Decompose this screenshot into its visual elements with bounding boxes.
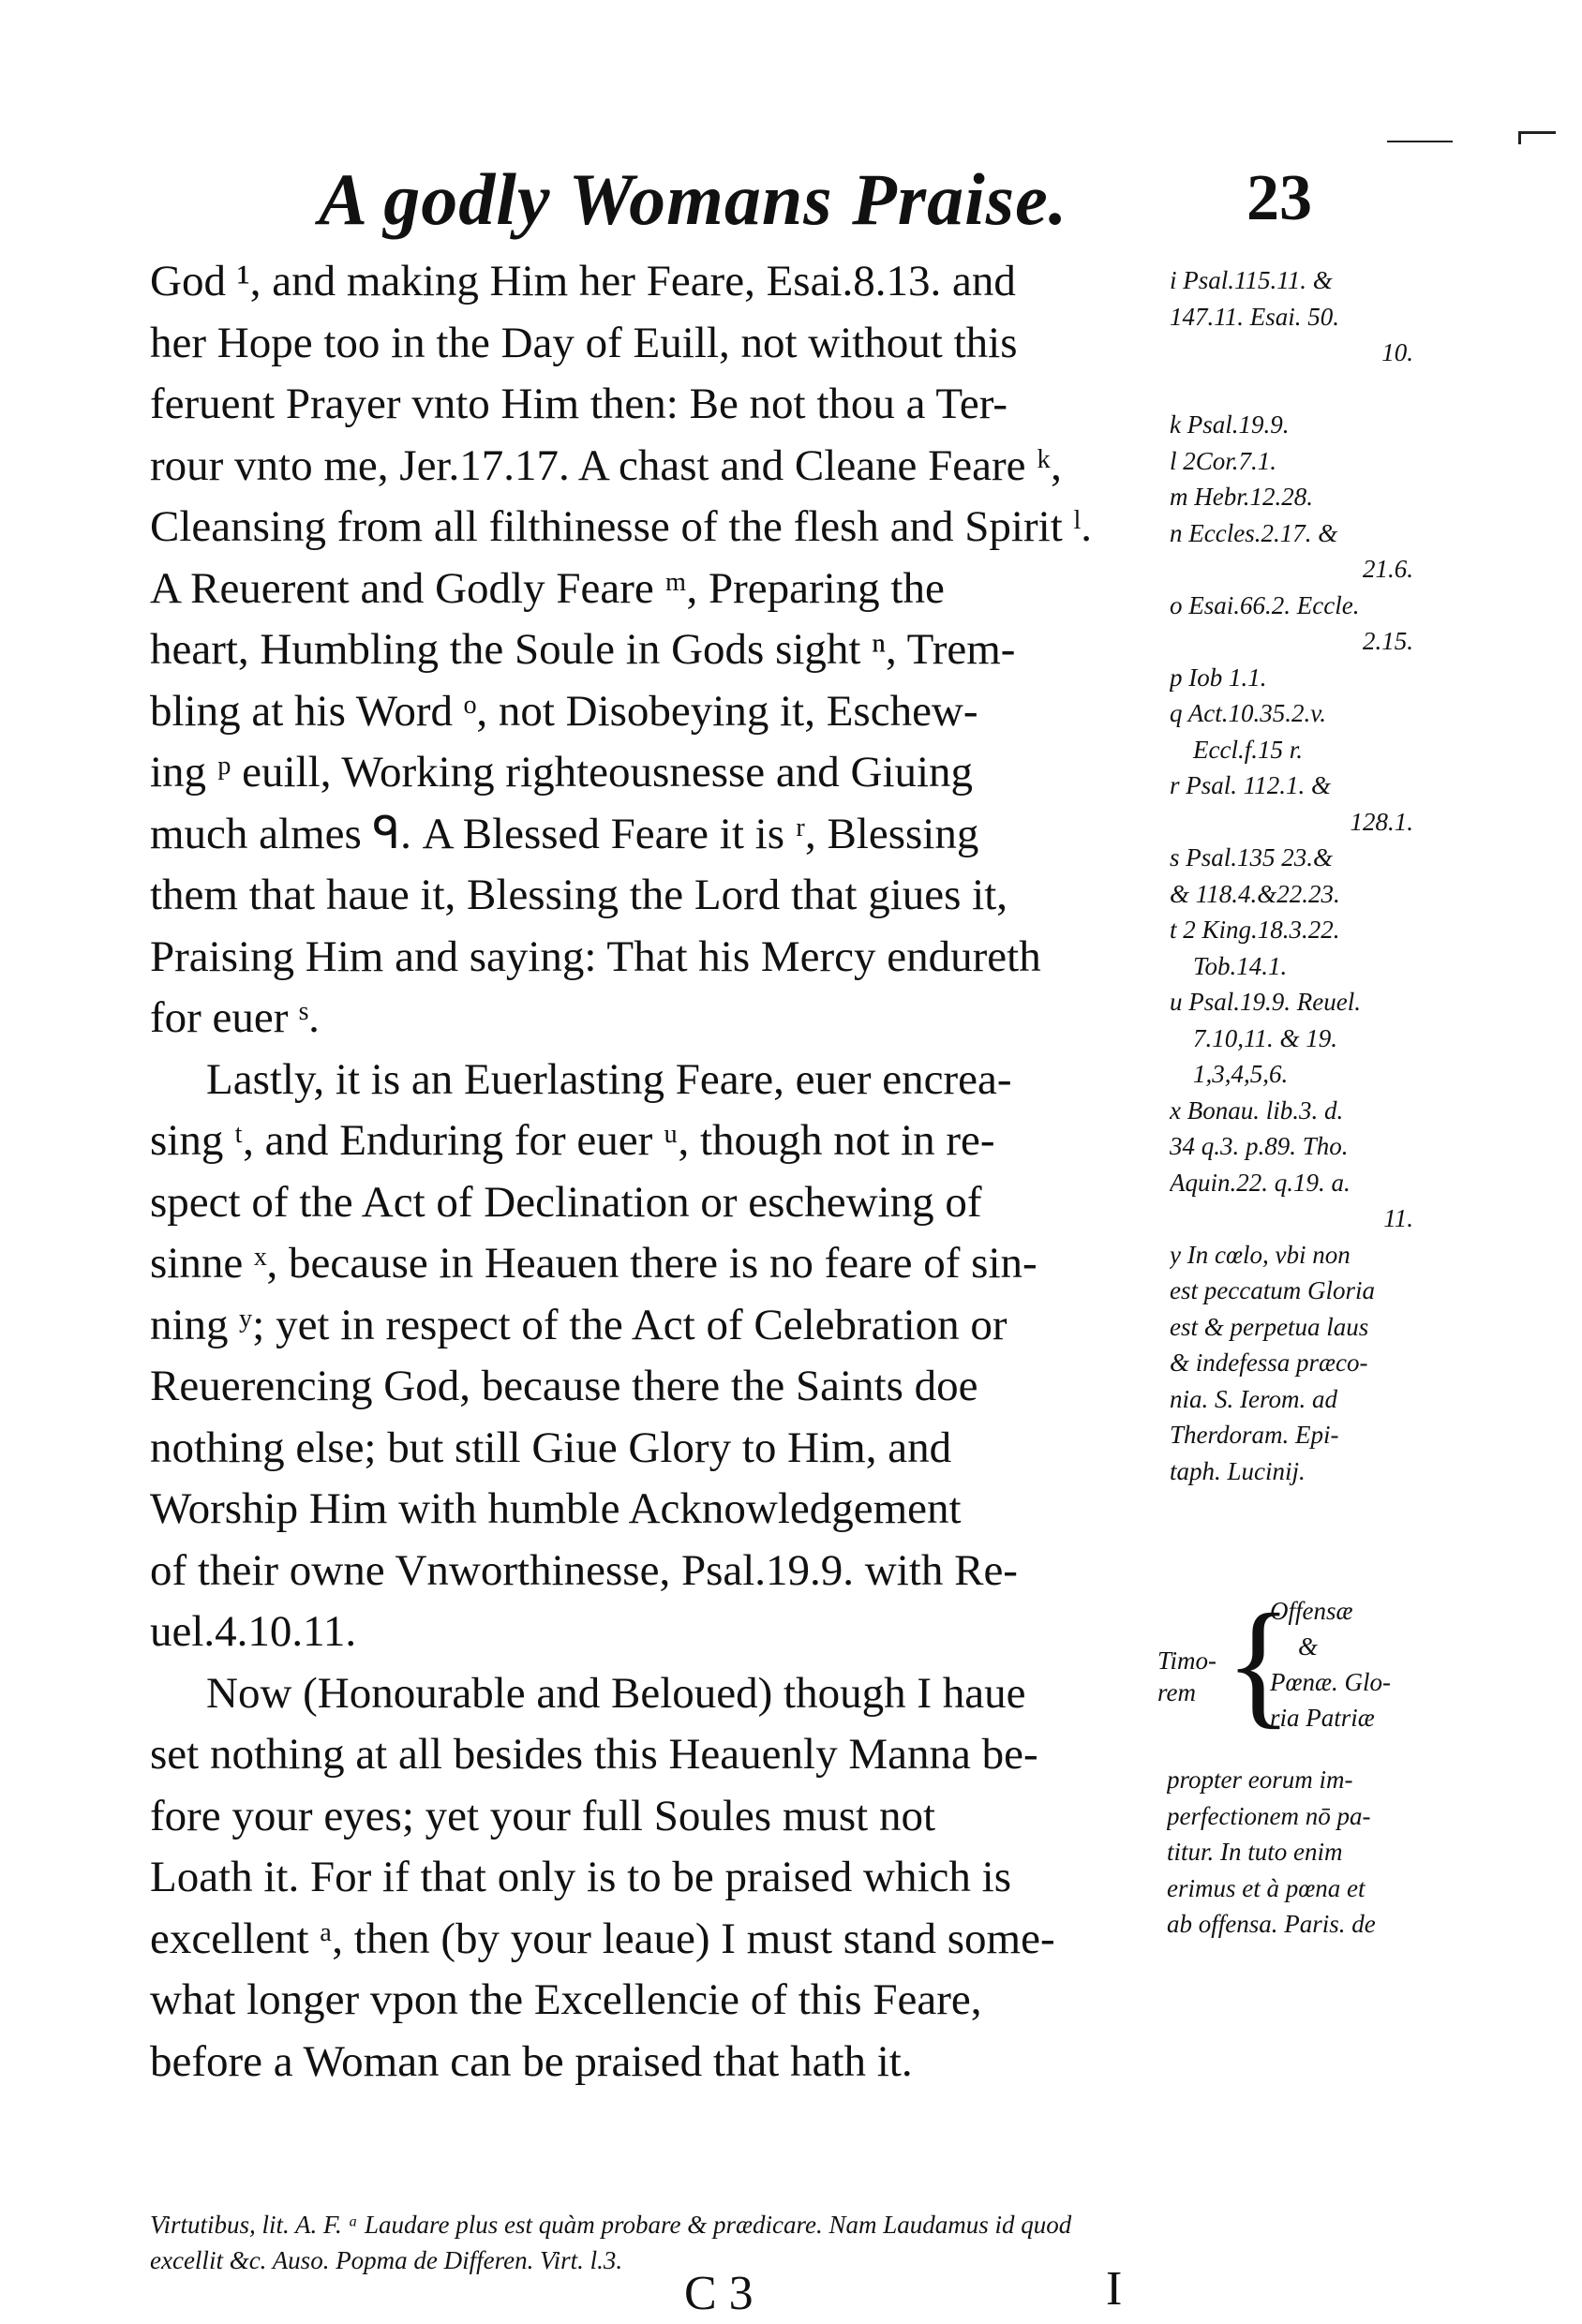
scan-mark bbox=[1387, 141, 1453, 142]
signature-mark: C 3 bbox=[684, 2267, 754, 2320]
text-line: nothing else; but still Giue Glory to Him, and bbox=[150, 1423, 952, 1472]
text-line: of their owne Vnworthinesse, Psal.19.9. with Re- bbox=[150, 1545, 1018, 1595]
footnote bbox=[150, 2207, 1462, 2278]
text-line: much almes ᑫ. A Blessed Feare it is ʳ, Blessing bbox=[150, 809, 979, 858]
margin-note: 21.6. bbox=[1363, 555, 1413, 583]
paragraph-start-line: Now (Honourable and Beloued) though I haue bbox=[206, 1668, 1026, 1718]
margin-note: est & perpetua laus bbox=[1170, 1312, 1369, 1341]
text-line: A Reuerent and Godly Feare ᵐ, Preparing the bbox=[150, 563, 945, 613]
margin-note: 1,3,4,5,6. bbox=[1193, 1060, 1289, 1088]
page-number: 23 bbox=[1246, 162, 1312, 234]
margin-note: 128.1. bbox=[1350, 807, 1413, 836]
margin-note: r Psal. 112.1. & bbox=[1170, 771, 1332, 799]
margin-note: 11. bbox=[1383, 1204, 1413, 1232]
text-line: excellent ᵃ, then (by your leaue) I must stand some- bbox=[150, 1914, 1055, 1963]
text-line: before a Woman can be praised that hath it. bbox=[150, 2036, 913, 2086]
margin-note: x Bonau. lib.3. d. bbox=[1170, 1095, 1344, 1125]
text-line: ing ᵖ euill, Working righteousnesse and Giuing bbox=[150, 748, 974, 797]
margin-note: rem bbox=[1157, 1678, 1196, 1706]
text-line: what longer vpon the Excellencie of this Feare, bbox=[150, 1975, 982, 2024]
margin-note: ria Patriæ bbox=[1270, 1704, 1375, 1732]
text-line: sinne ˣ, because in Heauen there is no feare of sin- bbox=[150, 1239, 1037, 1288]
margin-note: m Hebr.12.28. bbox=[1170, 483, 1313, 511]
margin-note: 10. bbox=[1381, 338, 1413, 366]
scan-mark bbox=[1518, 131, 1521, 144]
paragraph-start-line: Lastly, it is an Euerlasting Feare, euer encrea- bbox=[206, 1054, 1012, 1104]
margin-note: Pœnæ. Glo- bbox=[1270, 1668, 1392, 1696]
margin-note: est peccatum Gloria bbox=[1170, 1276, 1375, 1304]
margin-note: Eccl.f.15 r. bbox=[1193, 735, 1303, 764]
text-line: sing ᵗ, and Enduring for euer ᵘ, though not in re- bbox=[150, 1116, 995, 1165]
text-line: fore your eyes; yet your full Soules must not bbox=[150, 1791, 936, 1840]
margin-note: 147.11. Esai. 50. bbox=[1170, 302, 1339, 331]
text-line: Cleansing from all filthinesse of the flesh and Spirit ˡ. bbox=[150, 502, 1093, 551]
margin-note: 34 q.3. p.89. Tho. bbox=[1170, 1132, 1349, 1160]
margin-note: q Act.10.35.2.v. bbox=[1170, 699, 1326, 727]
margin-note: Therdoram. Epi- bbox=[1170, 1421, 1339, 1449]
margin-note: Aquin.22. q.19. a. bbox=[1170, 1168, 1351, 1197]
footnote-line: excellit &c. Auso. Popma de Differen. Virt. l.3. bbox=[150, 2246, 623, 2274]
margin-note: l 2Cor.7.1. bbox=[1170, 446, 1277, 475]
brace-left-text bbox=[1157, 1645, 1216, 1708]
text-line: Worship Him with humble Acknowledgement bbox=[150, 1484, 962, 1533]
margin-note: o Esai.66.2. Eccle. bbox=[1170, 590, 1360, 619]
margin-note: k Psal.19.9. bbox=[1170, 410, 1290, 439]
text-line: bling at his Word ᵒ, not Disobeying it, Eschew- bbox=[150, 686, 978, 736]
margin-note: taph. Lucinij. bbox=[1170, 1456, 1306, 1485]
margin-note: titur. In tuto enim bbox=[1167, 1838, 1343, 1866]
marginal-notes-continued bbox=[1167, 1762, 1467, 1943]
brace-right-text bbox=[1270, 1593, 1391, 1736]
margin-note: 7.10,11. & 19. bbox=[1193, 1023, 1337, 1052]
text-line: Loath it. For if that only is to be praised which is bbox=[150, 1853, 1011, 1901]
margin-note: i Psal.115.11. & bbox=[1170, 266, 1333, 294]
margin-note: Timo- bbox=[1157, 1646, 1217, 1675]
text-line: Reuerencing God, because there the Saints doe bbox=[150, 1362, 978, 1410]
text-line: set nothing at all besides this Heauenly Manna be- bbox=[150, 1730, 1038, 1779]
marginal-notes bbox=[1170, 262, 1451, 1489]
margin-note: 2.15. bbox=[1363, 627, 1413, 655]
margin-note: s Psal.135 23.& bbox=[1170, 843, 1334, 872]
margin-note: ab offensa. Paris. de bbox=[1167, 1910, 1376, 1938]
text-line: ning ʸ; yet in respect of the Act of Celebration or bbox=[150, 1300, 1007, 1349]
text-line: her Hope too in the Day of Euill, not without this bbox=[150, 318, 1018, 367]
margin-note: propter eorum im- bbox=[1167, 1765, 1353, 1794]
margin-note: perfectionem nō pa- bbox=[1167, 1801, 1371, 1830]
margin-note: & bbox=[1298, 1632, 1319, 1661]
margin-note: erimus et à pœna et bbox=[1167, 1873, 1366, 1902]
margin-note: t 2 King.18.3.22. bbox=[1170, 916, 1340, 944]
margin-note: Offensæ bbox=[1270, 1597, 1353, 1625]
running-title: A godly Womans Praise. bbox=[319, 158, 1068, 240]
text-line: for euer ˢ. bbox=[150, 993, 320, 1042]
margin-note: u Psal.19.9. Reuel. bbox=[1170, 988, 1361, 1016]
text-line: rour vnto me, Jer.17.17. A chast and Cleane Feare ᵏ, bbox=[150, 440, 1062, 490]
margin-note: y In cœlo, vbi non bbox=[1170, 1240, 1351, 1269]
text-line: uel.4.10.11. bbox=[150, 1607, 357, 1656]
margin-note: n Eccles.2.17. & bbox=[1170, 518, 1338, 547]
catchword: I bbox=[1106, 2262, 1123, 2316]
margin-note: & indefessa præco- bbox=[1170, 1348, 1368, 1377]
text-line: heart, Humbling the Soule in Gods sight ⁿ, Trem- bbox=[150, 625, 1016, 674]
margin-note: nia. S. Ierom. ad bbox=[1170, 1384, 1337, 1413]
margin-note: p Iob 1.1. bbox=[1170, 663, 1267, 692]
footnote-line: Virtutibus, lit. A. F. ᵃ Laudare plus est quàm probare & prædicare. Nam Laudamus id quod bbox=[150, 2211, 1072, 2239]
margin-note: Tob.14.1. bbox=[1193, 951, 1288, 980]
margin-note: & 118.4.&22.23. bbox=[1170, 879, 1340, 908]
text-line: them that haue it, Blessing the Lord that giues it, bbox=[150, 871, 1008, 919]
text-line: spect of the Act of Declination or eschewing of bbox=[150, 1177, 982, 1227]
text-line: feruent Prayer vnto Him then: Be not thou a Ter- bbox=[150, 380, 1008, 428]
text-line: Praising Him and saying: That his Mercy endureth bbox=[150, 931, 1041, 981]
scan-mark bbox=[1518, 131, 1556, 134]
curly-brace: { bbox=[1225, 1586, 1292, 1741]
main-text-block bbox=[150, 251, 1153, 2093]
bracketed-margin-note bbox=[1157, 1586, 1467, 1743]
text-line: God ¹, and making Him her Feare, Esai.8.13. and bbox=[150, 257, 1016, 305]
margin-note bbox=[1170, 371, 1451, 408]
